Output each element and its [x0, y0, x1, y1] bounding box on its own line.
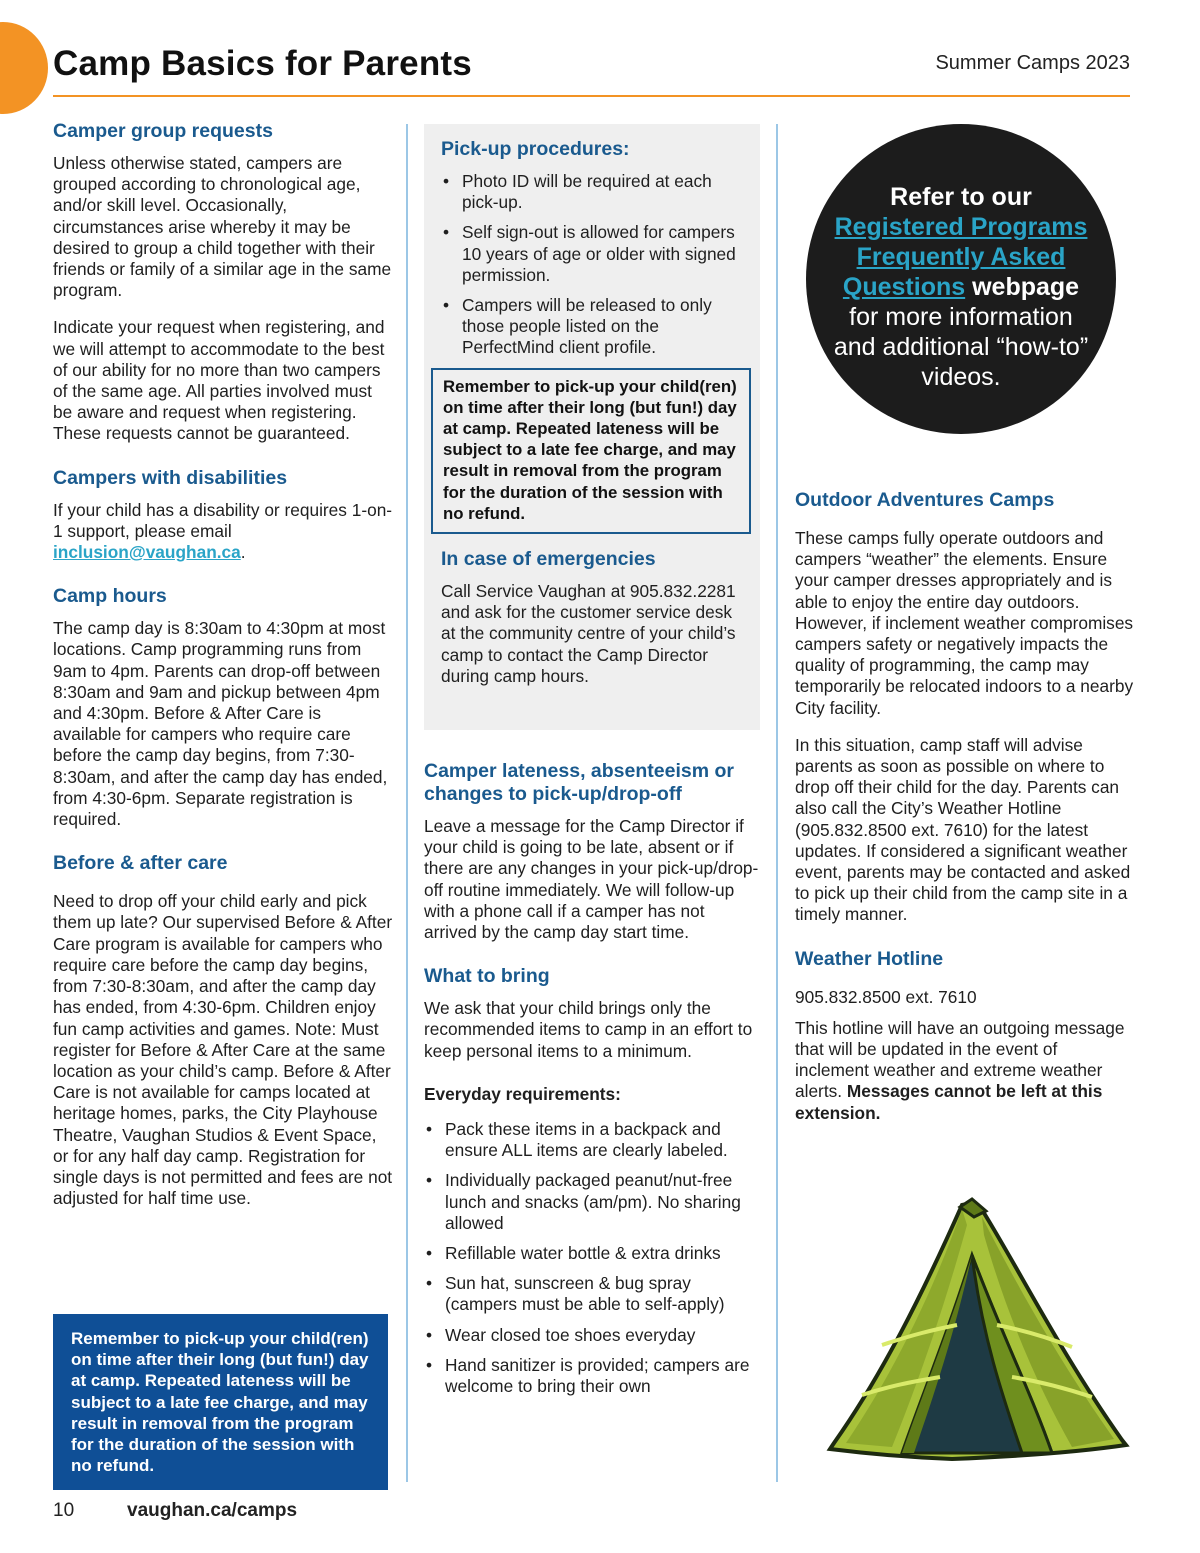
faq-callout-circle [806, 124, 1116, 434]
list-item: • Refillable water bottle & extra drinks [424, 1243, 760, 1264]
page-title: Camp Basics for Parents [53, 44, 472, 83]
heading-pickup-procedures: Pick-up procedures: [441, 138, 630, 160]
column-divider-2 [776, 124, 778, 1482]
list-item: • Self sign-out is allowed for campers 10 years of age or older with signed permission. [441, 222, 743, 286]
heading-emergencies: In case of emergencies [441, 548, 656, 571]
requirements-list [424, 1119, 760, 1397]
heading-weather-hotline: Weather Hotline [795, 947, 944, 970]
header-divider [53, 95, 1130, 97]
heading-disabilities: Campers with disabilities [53, 466, 288, 489]
page-number: 10 [53, 1500, 75, 1521]
footer-url[interactable]: vaughan.ca/camps [127, 1500, 298, 1521]
what-to-bring-text: We ask that your child brings only the recommended items to camp in an effort to keep personal items to a minimum. [424, 998, 753, 1061]
list-item: • Sun hat, sunscreen & bug spray (campers must be able to self-apply) [424, 1273, 760, 1315]
orange-corner-tab [0, 22, 48, 114]
disabilities-text [53, 500, 393, 564]
inclusion-email-link[interactable]: inclusion@vaughan.ca [53, 542, 241, 563]
heading-outdoor-adventures: Outdoor Adventures Camps [795, 489, 1055, 511]
list-item: • Hand sanitizer is provided; campers are welcome to bring their own [424, 1355, 760, 1397]
list-item: • Campers will be released to only those people listed on the PerfectMind client profile. [441, 295, 743, 359]
list-item: • Photo ID will be required at each pick-up. [441, 171, 743, 213]
pickup-reminder-box: Remember to pick-up your child(ren) on time after their long (but fun!) day at camp. Repeated lateness will be subject to a late fee charge, and may result in removal from the program for the duration of the session with no refund. [53, 1314, 388, 1490]
list-item: • Pack these items in a backpack and ensure ALL items are clearly labeled. [424, 1119, 760, 1161]
edition-label: Summer Camps 2023 [935, 52, 1130, 74]
group-requests-p2: Indicate your request when registering, and we will attempt to accommodate to the best of our ability for no more than two campers of the same age. All parties involved must be aware and request when registering. These requests cannot be guaranteed. [53, 317, 385, 444]
faq-webpage-link[interactable]: Registered Programs Frequently Asked Questions [834, 213, 1088, 301]
emergencies-text: Call Service Vaughan at 905.832.2281 and ask for the customer service desk at the community centre of your child’s camp to contact the Camp Director during camp hours. [441, 581, 736, 686]
column-divider-1 [406, 124, 408, 1482]
hotline-text-bold: Messages cannot be left at this extension. [795, 1081, 1103, 1123]
lateness-text: Leave a message for the Camp Director if your child is going to be late, absent or if there are any changes in your pick-up/drop-off routine immediately. We will follow-up with a phone call if a camper has not arrived by the camp day start time. [424, 816, 759, 943]
faq-callout-intro: Refer to our [890, 183, 1032, 211]
list-item: • Individually packaged peanut/nut-free lunch and snacks (am/pm). No sharing allowed [424, 1170, 760, 1234]
outdoor-p1: These camps fully operate outdoors and campers “weather” the elements. Ensure your camper dresses appropriately and is able to enjoy the entire day outdoors. However, if inclement weather compromises campers safety or negatively impacts the quality of programming, the camp may temporarily be relocated indoors to a nearby City facility. [795, 528, 1134, 718]
before-after-care-text: Need to drop off your child early and pick them up late? Our supervised Before & After Care program is available for campers who require care before the camp day begins, from 7:30-8:30am, and after the camp day has ended, from 4:30-6pm. Children enjoy fun camp activities and games. Note: Must register for Before & After Care at the same location as your child’s camp. Before & After Care is not available for camps located at heritage homes, parks, the City Playhouse Theatre, Vaughan Studios & Event Space, or for any half day camp. Registration for single days is not permitted and fees are not adjusted for half time use. [53, 891, 393, 1209]
everyday-requirements-label: Everyday requirements: [424, 1083, 621, 1104]
column-right [795, 489, 1135, 1124]
faq-callout-rest: for more information and additional “how-to” videos. [833, 303, 1089, 391]
disabilities-text-body: If your child has a disability or requires 1-on-1 support, please email [53, 499, 393, 541]
faq-callout-link-line [806, 212, 1116, 302]
camp-hours-text: The camp day is 8:30am to 4:30pm at most locations. Camp programming runs from 9am to 4pm. Parents can drop-off between 8:30am and 9am and pickup between 4pm and 4:30pm. Before & After Care is available for campers who require care before the camp day begins, from 7:30-8:30am, and after the camp day has ended, from 4:30-6pm. Separate registration is required. [53, 618, 388, 830]
faq-callout-webpage: webpage [965, 273, 1080, 301]
pickup-list [441, 171, 743, 359]
heading-what-to-bring: What to bring [424, 965, 550, 988]
heading-lateness: Camper lateness, absenteeism or changes to pick-up/drop-off [424, 760, 734, 805]
lateness-warning-box: Remember to pick-up your child(ren) on time after their long (but fun!) day at camp. Repeated lateness will be subject to a late fee charge, and may result in removal from the program for the duration of the session with no refund. [431, 368, 751, 534]
hotline-text [795, 1018, 1135, 1124]
column-left [53, 120, 393, 1209]
hotline-number: 905.832.8500 ext. 7610 [795, 986, 977, 1007]
heading-camp-hours: Camp hours [53, 585, 167, 608]
tent-icon [822, 1195, 1140, 1465]
heading-group-requests: Camper group requests [53, 120, 273, 142]
column-middle [424, 124, 760, 1406]
outdoor-p2: In this situation, camp staff will advise parents as soon as possible on where to drop off their child for the day. Parents can also call the City’s Weather Hotline (905.832.8500 ext. 7610) for the latest updates. If considered a significant weather event, parents may be contacted and asked to pick up their child from the camp site in a timely manner. [795, 734, 1131, 925]
group-requests-p1: Unless otherwise stated, campers are grouped according to chronological age, and/or skill level. Occasionally, circumstances arise whereby it may be desired to group a child together with their friends or family of a similar age in the same program. [53, 153, 392, 301]
heading-before-after-care: Before & after care [53, 852, 228, 875]
list-item: • Wear closed toe shoes everyday [424, 1325, 760, 1346]
hotline-text-body: This hotline will have an outgoing message that will be updated in the event of inclement weather and extreme weather alerts. [795, 1017, 1125, 1102]
pickup-info-panel [424, 124, 760, 730]
disabilities-text-end: . [240, 542, 246, 563]
